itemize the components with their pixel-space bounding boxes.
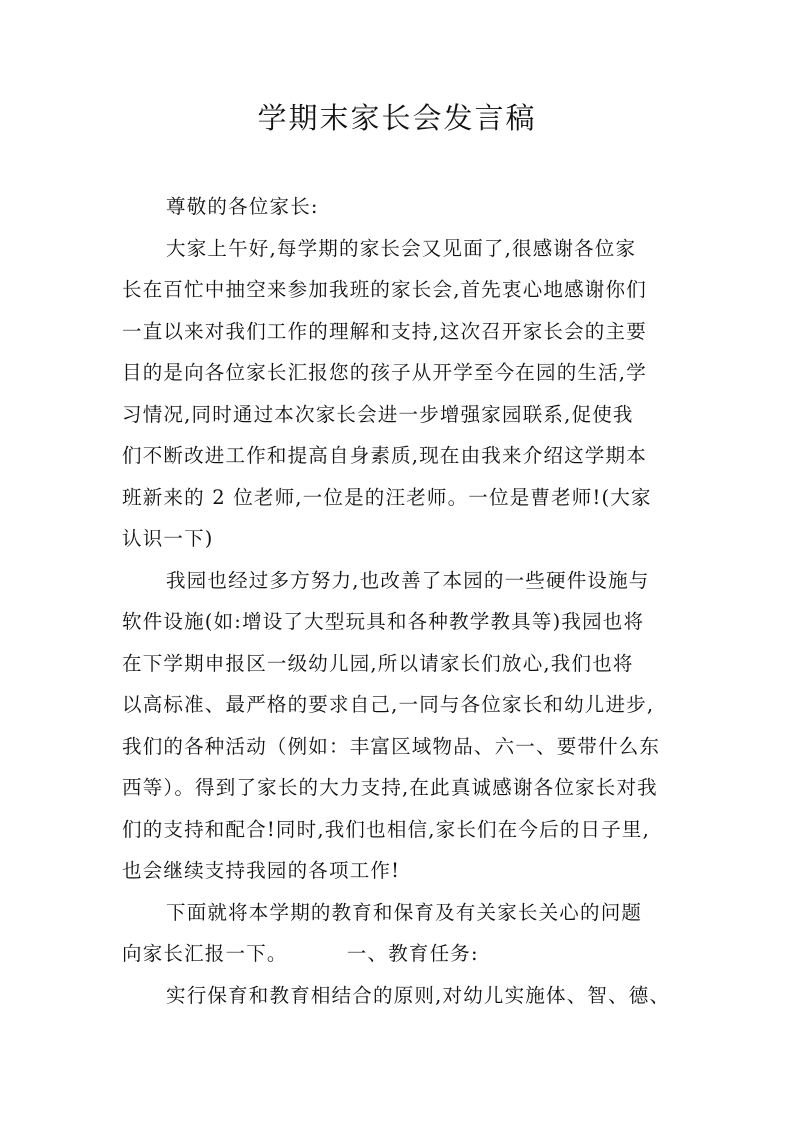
paragraph-line: 向家长汇报一下。 一、教育任务: [122, 942, 479, 965]
paragraph-line: 西等）。得到了家长的大力支持,在此真诚感谢各位家长对我 [122, 776, 658, 799]
paragraph-line: 在下学期申报区一级幼儿园,所以请家长们放心,我们也将 [122, 651, 634, 675]
paragraph-line: 大家上午好,每学期的家长会又见面了,很感谢各位家 [166, 236, 637, 260]
document-title: 学期末家长会发言稿 [257, 101, 537, 135]
paragraph-line: 实行保育和教育相结合的原则,对幼儿实施体、智、德、 [166, 983, 671, 1007]
document-body [122, 186, 687, 1016]
paragraph-line: 我们的各种活动（例如：丰富区域物品、六一、要带什么东 [122, 734, 661, 758]
paragraph-line: 认识一下) [122, 527, 214, 550]
paragraph-line: 一直以来对我们工作的理解和支持,这次召开家长会的主要 [122, 319, 647, 343]
paragraph-line: 们不断改进工作和提高自身素质,现在由我来介绍这学期本 [122, 444, 647, 467]
paragraph-line: 以高标准、最严格的要求自己,一同与各位家长和幼儿进步, [122, 693, 655, 716]
salutation-line: 尊敬的各位家长: [166, 195, 319, 218]
paragraph-line: 软件设施(如:增设了大型玩具和各种教学教具等)我园也将 [122, 610, 645, 633]
paragraph-line: 长在百忙中抽空来参加我班的家长会,首先衷心地感谢你们 [122, 278, 647, 301]
paragraph-line: 习情况,同时通过本次家长会进一步增强家园联系,促使我 [122, 402, 634, 426]
paragraph-line: 下面就将本学期的教育和保育及有关家长关心的问题 [166, 900, 643, 924]
paragraph-line: 我园也经过多方努力,也改善了本园的一些硬件设施与 [166, 568, 650, 592]
paragraph-line: 目的是向各位家长汇报您的孩子从开学至今在园的生活,学 [122, 361, 647, 384]
paragraph-line: 班新来的 2 位老师,一位是的汪老师。一位是曹老师!(大家 [122, 485, 652, 509]
paragraph-line: 也会继续支持我园的各项工作! [122, 859, 401, 882]
paragraph-line: 们的支持和配合!同时,我们也相信,家长们在今后的日子里, [122, 817, 651, 841]
